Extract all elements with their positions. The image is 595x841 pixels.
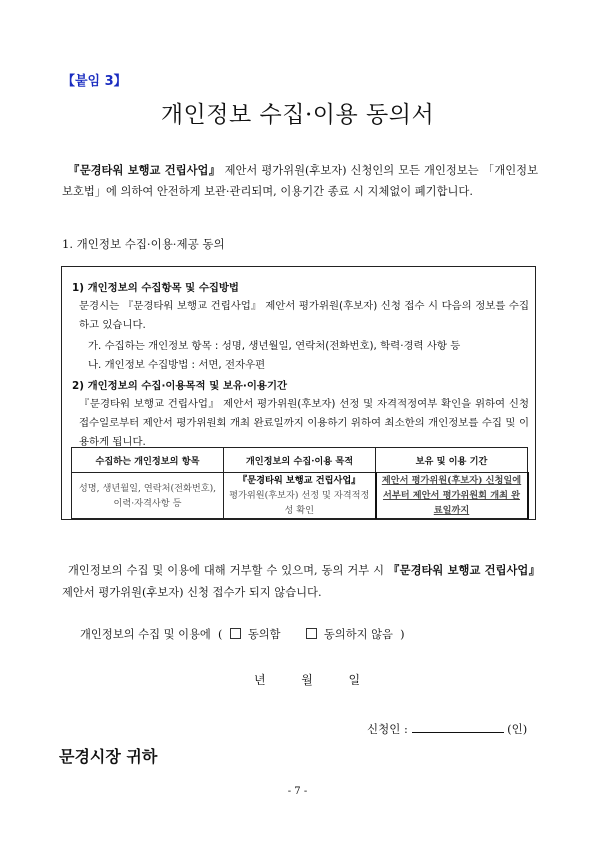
table-cell-period: 제안서 평가위원(후보자) 신청일에서부터 제안서 평가위원회 개최 완료일까지	[376, 473, 528, 519]
consent-info-box	[61, 266, 536, 520]
consent-close-paren: )	[400, 628, 405, 641]
collection-table	[71, 447, 529, 519]
consent-choice-line	[80, 626, 405, 642]
refusal-project-name: 『문경타워 보행교 건립사업』	[388, 564, 540, 577]
table-cell-purpose	[224, 473, 376, 519]
page-number: - 7 -	[287, 786, 308, 797]
consent-prefix: 개인정보의 수집 및 이용에	[80, 628, 211, 641]
box-item-a: 가. 수집하는 개인정보 항목 : 성명, 생년월일, 연락처(전화번호), 학력·경력 사항 등	[88, 340, 461, 352]
box-heading-purpose: 2) 개인정보의 수집·이용목적 및 보유·이용기간	[72, 380, 288, 392]
attachment-label: 【붙임 3】	[62, 74, 127, 89]
intro-project-name: 『문경타워 보행교 건립사업』	[68, 164, 221, 177]
table-header-cell: 개인정보의 수집·이용 목적	[224, 448, 376, 473]
date-year[interactable]: 년	[254, 673, 266, 687]
section-1-title: 1. 개인정보 수집·이용·제공 동의	[62, 237, 225, 251]
refusal-notice	[62, 560, 540, 604]
refusal-text-after: 제안서 평가위원(후보자) 신청 접수가 되지 않습니다.	[62, 586, 322, 599]
intro-text: 제안서 평가위원(후보자) 신청인의 모든 개인정보는 「개인정보보호법」에 의하여 안전하게 보관·관리되며, 이용기간 종료 시 지체없이 폐기합니다.	[62, 164, 538, 198]
disagree-label[interactable]: 동의하지 않음	[323, 628, 393, 641]
table-header-cell: 수집하는 개인정보의 항목	[72, 448, 224, 473]
table-header-row	[72, 448, 528, 473]
box-paragraph-purpose: 『문경타워 보행교 건립사업』 제안서 평가위원(후보자) 선정 및 자격적정여부 확인을 위하여 신청 접수일로부터 제안서 평가위원회 개최 완료일까지 이용하기 위하여 최소한의 개인정보를 수집 및 이용하게 됩니다.	[79, 398, 529, 448]
signer-line	[367, 720, 527, 737]
table-row	[72, 473, 528, 519]
addressee: 문경시장 귀하	[59, 747, 158, 766]
date-line	[254, 671, 360, 688]
box-item-b: 나. 개인정보 수집방법 : 서면, 전자우편	[88, 359, 266, 371]
box-paragraph-collection: 문경시는 『문경타워 보행교 건립사업』 제안서 평가위원(후보자) 신청 접수 시 다음의 정보를 수집하고 있습니다.	[79, 300, 529, 331]
agree-label[interactable]: 동의함	[247, 628, 281, 641]
box-heading-collection-items: 1) 개인정보의 수집항목 및 수집방법	[72, 282, 239, 294]
table-cell-items: 성명, 생년월일, 연락처(전화번호), 이력·자격사항 등	[72, 473, 224, 519]
table-cell-purpose-project: 『문경타워 보행교 건립사업』	[238, 475, 361, 486]
signer-label: 신청인 :	[367, 722, 408, 736]
signer-name-field[interactable]	[412, 720, 504, 733]
refusal-text-before: 개인정보의 수집 및 이용에 대해 거부할 수 있으며, 동의 거부 시	[68, 564, 388, 577]
consent-open-paren: (	[218, 628, 223, 641]
table-cell-purpose-text: 평가위원(후보자) 선정 및 자격적정성 확인	[229, 490, 370, 516]
agree-checkbox[interactable]	[230, 628, 241, 639]
date-day[interactable]: 일	[348, 673, 361, 687]
signer-seal: (인)	[507, 722, 528, 736]
disagree-checkbox[interactable]	[306, 628, 317, 639]
table-header-cell: 보유 및 이용 기간	[376, 448, 528, 473]
document-title: 개인정보 수집·이용 동의서	[160, 102, 435, 128]
intro-paragraph	[62, 160, 538, 202]
date-month[interactable]: 월	[301, 673, 313, 687]
